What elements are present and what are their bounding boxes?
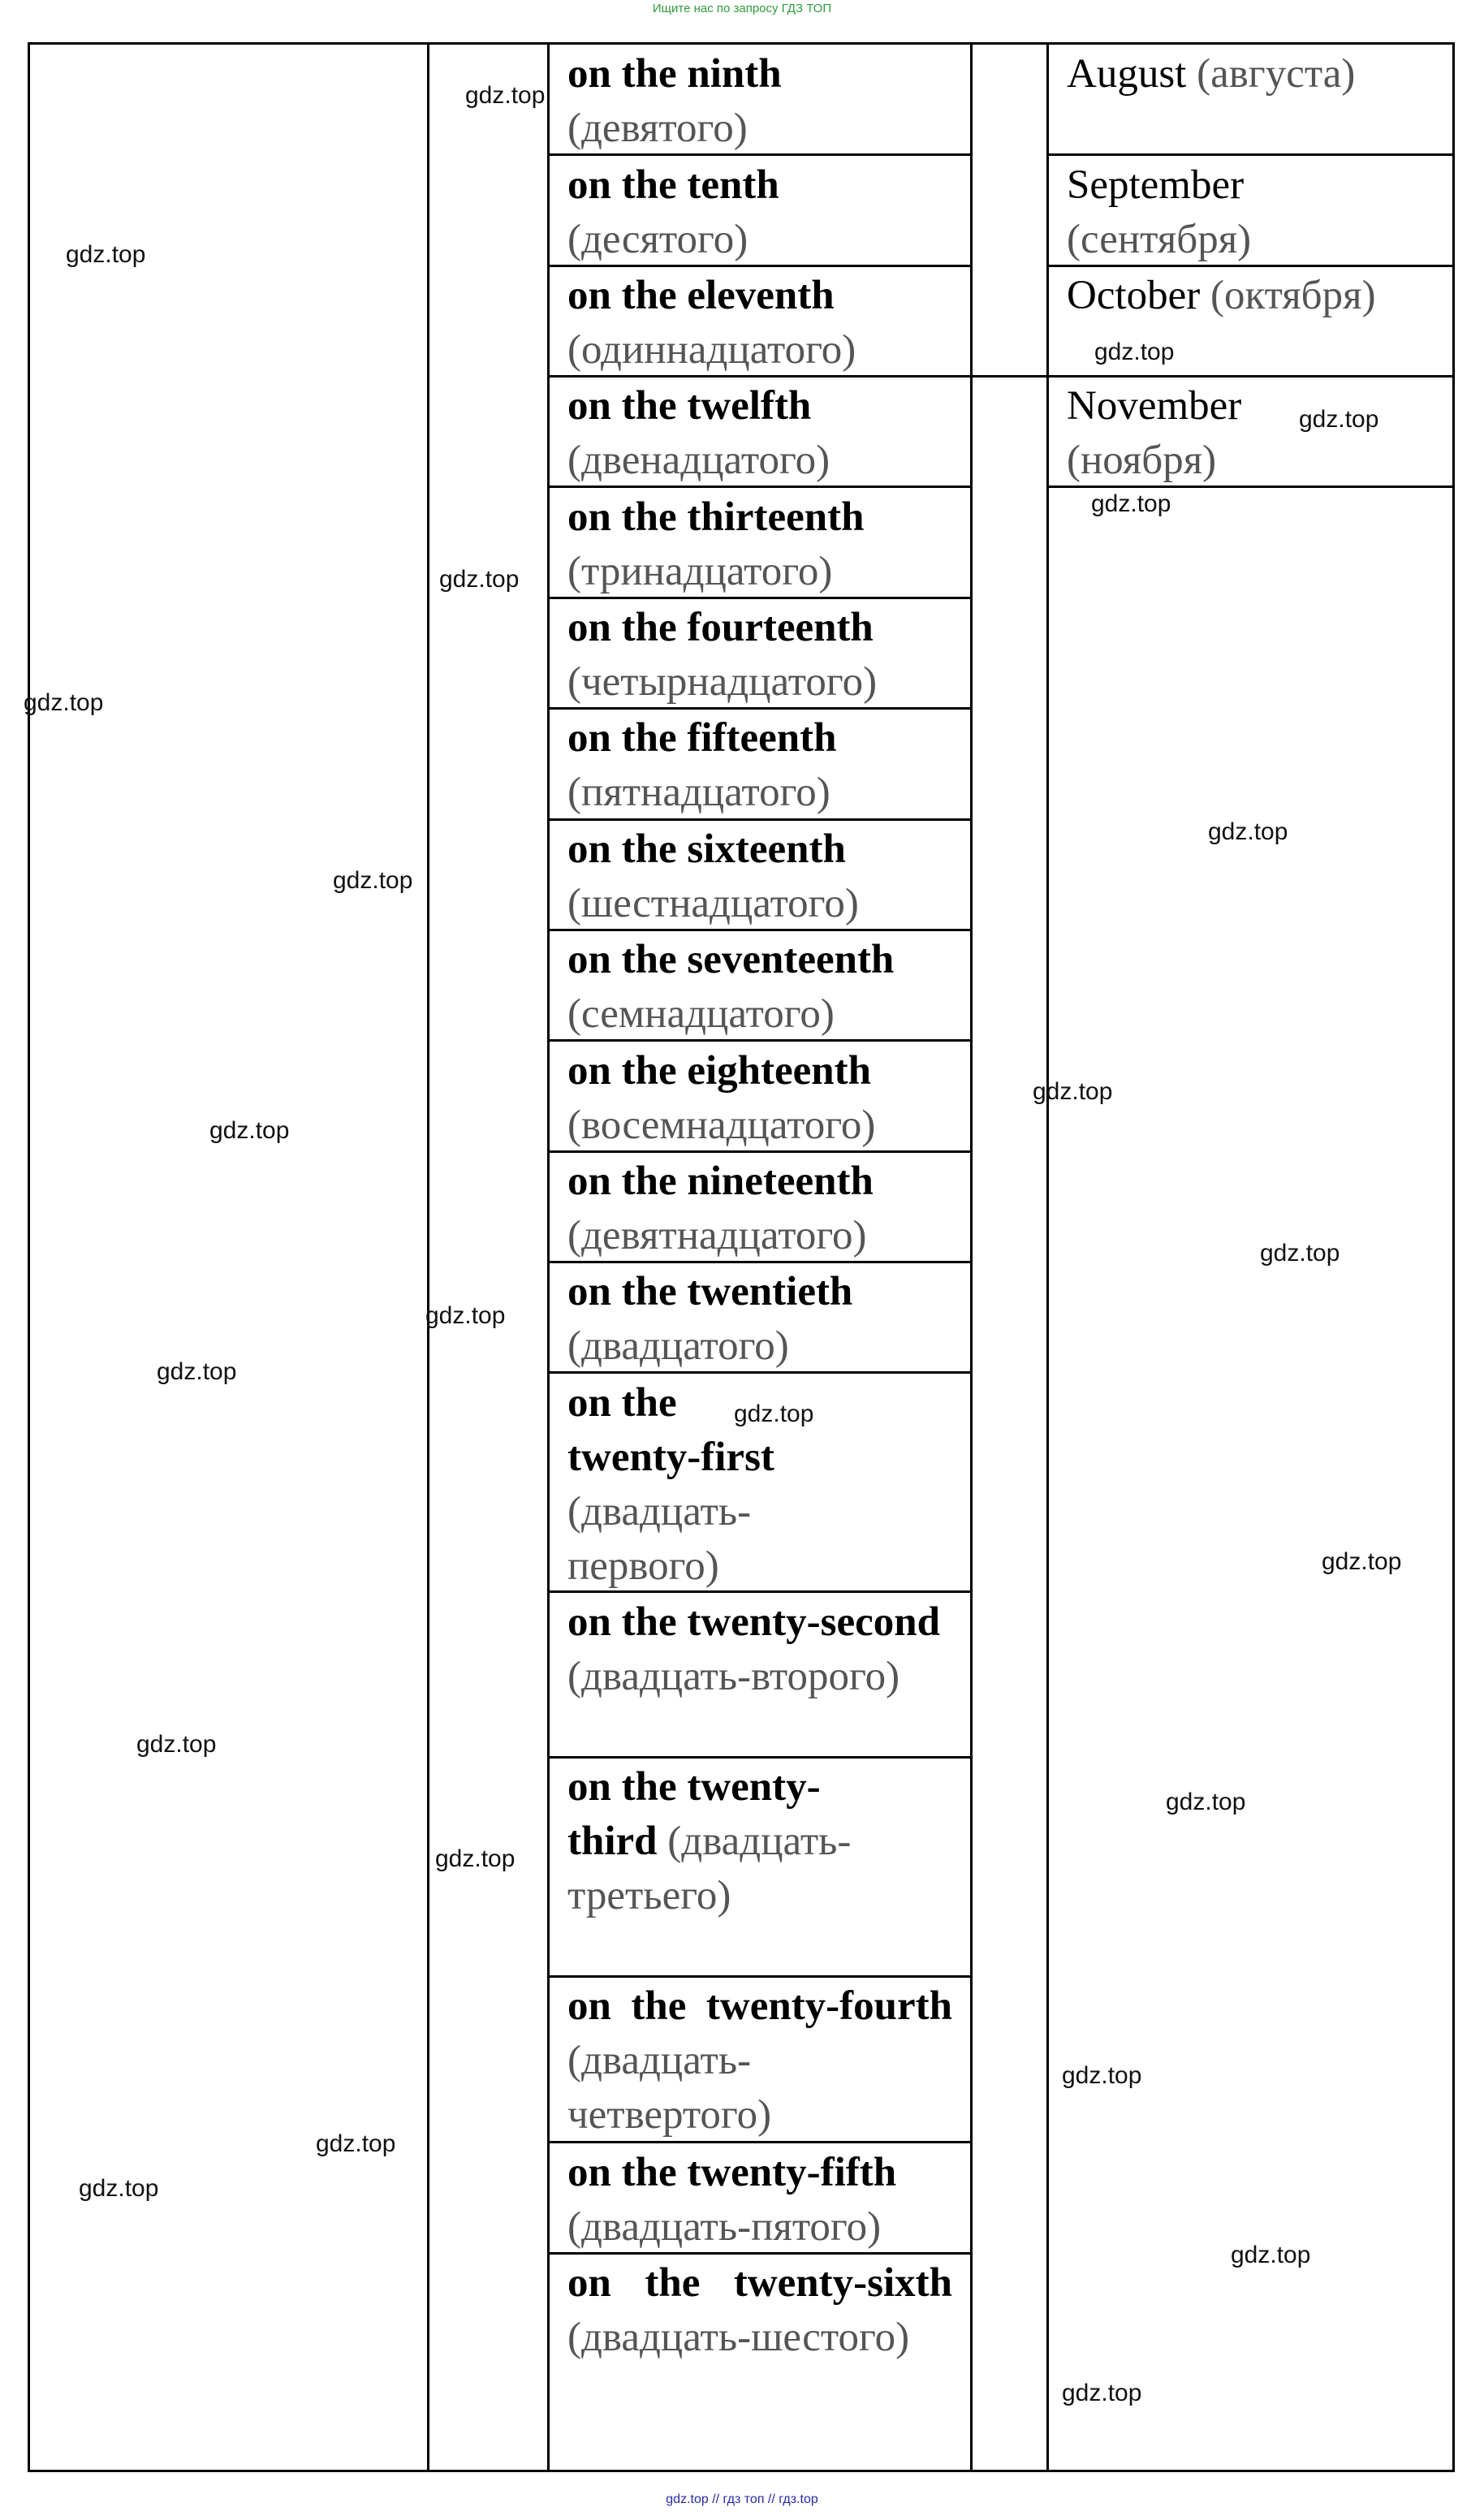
ordinal-english: on the twenty-fourth [567,1983,952,2029]
watermark: gdz.top [209,1117,290,1144]
watermark: gdz.top [1231,2242,1311,2268]
ordinal-cell [550,379,970,488]
ordinal-russian: (двадцать-второго) [567,1654,900,1699]
month-russian: (ноября) [1067,438,1217,483]
ordinal-russian: (шестнадцатого) [567,881,859,926]
ordinal-russian: (двадцатого) [567,1323,789,1369]
watermark: gdz.top [79,2175,159,2202]
watermark: gdz.top [1299,406,1379,433]
ordinal-cell [550,822,970,931]
watermark: gdz.top [136,1731,217,1758]
month-english: August [1067,51,1187,97]
row-border [970,375,1455,378]
row-border [547,1975,973,1978]
ordinal-russian: (двадцать-шестого) [567,2315,910,2360]
ordinal-russian: (двадцать-пятого) [567,2204,882,2250]
column-divider-1 [427,42,429,2472]
watermark: gdz.top [425,1302,506,1329]
ordinal-english: on the ninth [567,51,782,97]
ordinal-english: on the twenty-second [567,1599,940,1645]
watermark: gdz.top [1166,1789,1246,1815]
ordinal-russian: (двенадцатого) [567,438,830,483]
month-english: October [1067,273,1201,318]
ordinal-cell [550,490,970,599]
watermark: gdz.top [734,1400,814,1427]
ordinal-english: on the thirteenth [567,494,865,540]
ordinal-cell [550,933,970,1042]
watermark: gdz.top [1062,2062,1142,2089]
row-border [547,1756,973,1759]
ordinal-russian: (одиннадцатого) [567,327,856,373]
watermark: gdz.top [1208,818,1288,845]
table-left-border [28,42,30,2472]
ordinal-english: on the eighteenth [567,1048,871,1094]
ordinal-english: on the fifteenth [567,715,837,761]
ordinal-cell [550,601,970,710]
ordinal-russian: (девятого) [567,106,748,151]
month-cell [1049,379,1452,488]
ordinal-russian: (девятнадцатого) [567,1213,867,1258]
table-right-border [1452,42,1455,2472]
month-cell [1049,158,1452,267]
ordinal-russian: (семнадцатого) [567,991,835,1037]
ordinal-english: on the nineteenth [567,1159,874,1204]
watermark: gdz.top [66,241,146,268]
ordinal-russian: (пятнадцатого) [567,770,830,815]
watermark: gdz.top [333,867,413,894]
watermark: gdz.top [465,82,546,109]
watermark: gdz.top [439,566,520,593]
watermark: gdz.top [1260,1240,1340,1267]
ordinal-russian: (двадцать-четвертого) [567,2038,772,2138]
ordinal-english: on the seventeenth [567,937,895,982]
ordinal-russian: (двадцать-первого) [567,1489,752,1589]
month-english: November [1067,383,1242,429]
ordinal-cell [550,1265,970,1374]
watermark: gdz.top [1094,339,1175,365]
ordinal-english: on the twelfth [567,383,812,429]
watermark: gdz.top [24,689,104,716]
ordinal-cell [550,1760,874,1923]
month-english: September [1067,162,1245,208]
ordinal-russian: (тринадцатого) [567,549,833,594]
ordinal-cell [550,1044,970,1153]
watermark: gdz.top [1091,490,1171,517]
month-cell [1049,47,1452,101]
ordinal-cell [550,1979,970,2143]
ordinal-russian: (четырнадцатого) [567,659,878,705]
column-divider-3 [970,42,973,2472]
month-russian: (сентября) [1067,217,1252,262]
ordinal-russian: (двадцать-третьего) [567,1819,852,1918]
ordinal-english: on the tenth [567,162,779,208]
ordinal-cell [550,1595,970,1704]
table-bottom-border [28,2470,1455,2472]
ordinal-cell [550,47,970,156]
row-border [1046,153,1455,156]
month-russian: (августа) [1197,51,1356,97]
ordinal-cell [550,2256,970,2365]
ordinal-cell [550,2146,970,2255]
watermark: gdz.top [1033,1078,1113,1105]
ordinal-russian: (восемнадцатого) [567,1103,876,1148]
watermark: gdz.top [435,1845,516,1872]
ordinal-english: on the twenty-sixth [567,2260,952,2306]
watermark: gdz.top [1322,1548,1402,1575]
watermark: gdz.top [1062,2380,1142,2406]
ordinal-english: on the twenty-third [567,1764,821,1864]
ordinal-english: on the twentieth [567,1269,853,1314]
table-top-border [28,42,1455,45]
ordinal-english: on the twenty-first [567,1380,774,1480]
month-russian: (октября) [1210,273,1376,318]
ordinal-english: on the eleventh [567,273,835,318]
ordinal-russian: (десятого) [567,217,748,262]
ordinal-english: on the fourteenth [567,605,874,650]
ordinal-cell [550,158,970,267]
ordinal-cell [550,269,970,378]
month-cell [1049,269,1452,323]
ordinal-cell [550,1154,970,1263]
ordinal-cell [550,711,970,820]
watermark: gdz.top [316,2130,396,2157]
ordinal-english: on the sixteenth [567,826,846,872]
footer-text: gdz.top // гдз топ // гдз.top [666,2492,818,2506]
top-banner: Ищите нас по запросу ГДЗ ТОП [652,2,832,15]
watermark: gdz.top [157,1358,237,1385]
ordinal-english: on the twenty-fifth [567,2150,897,2195]
